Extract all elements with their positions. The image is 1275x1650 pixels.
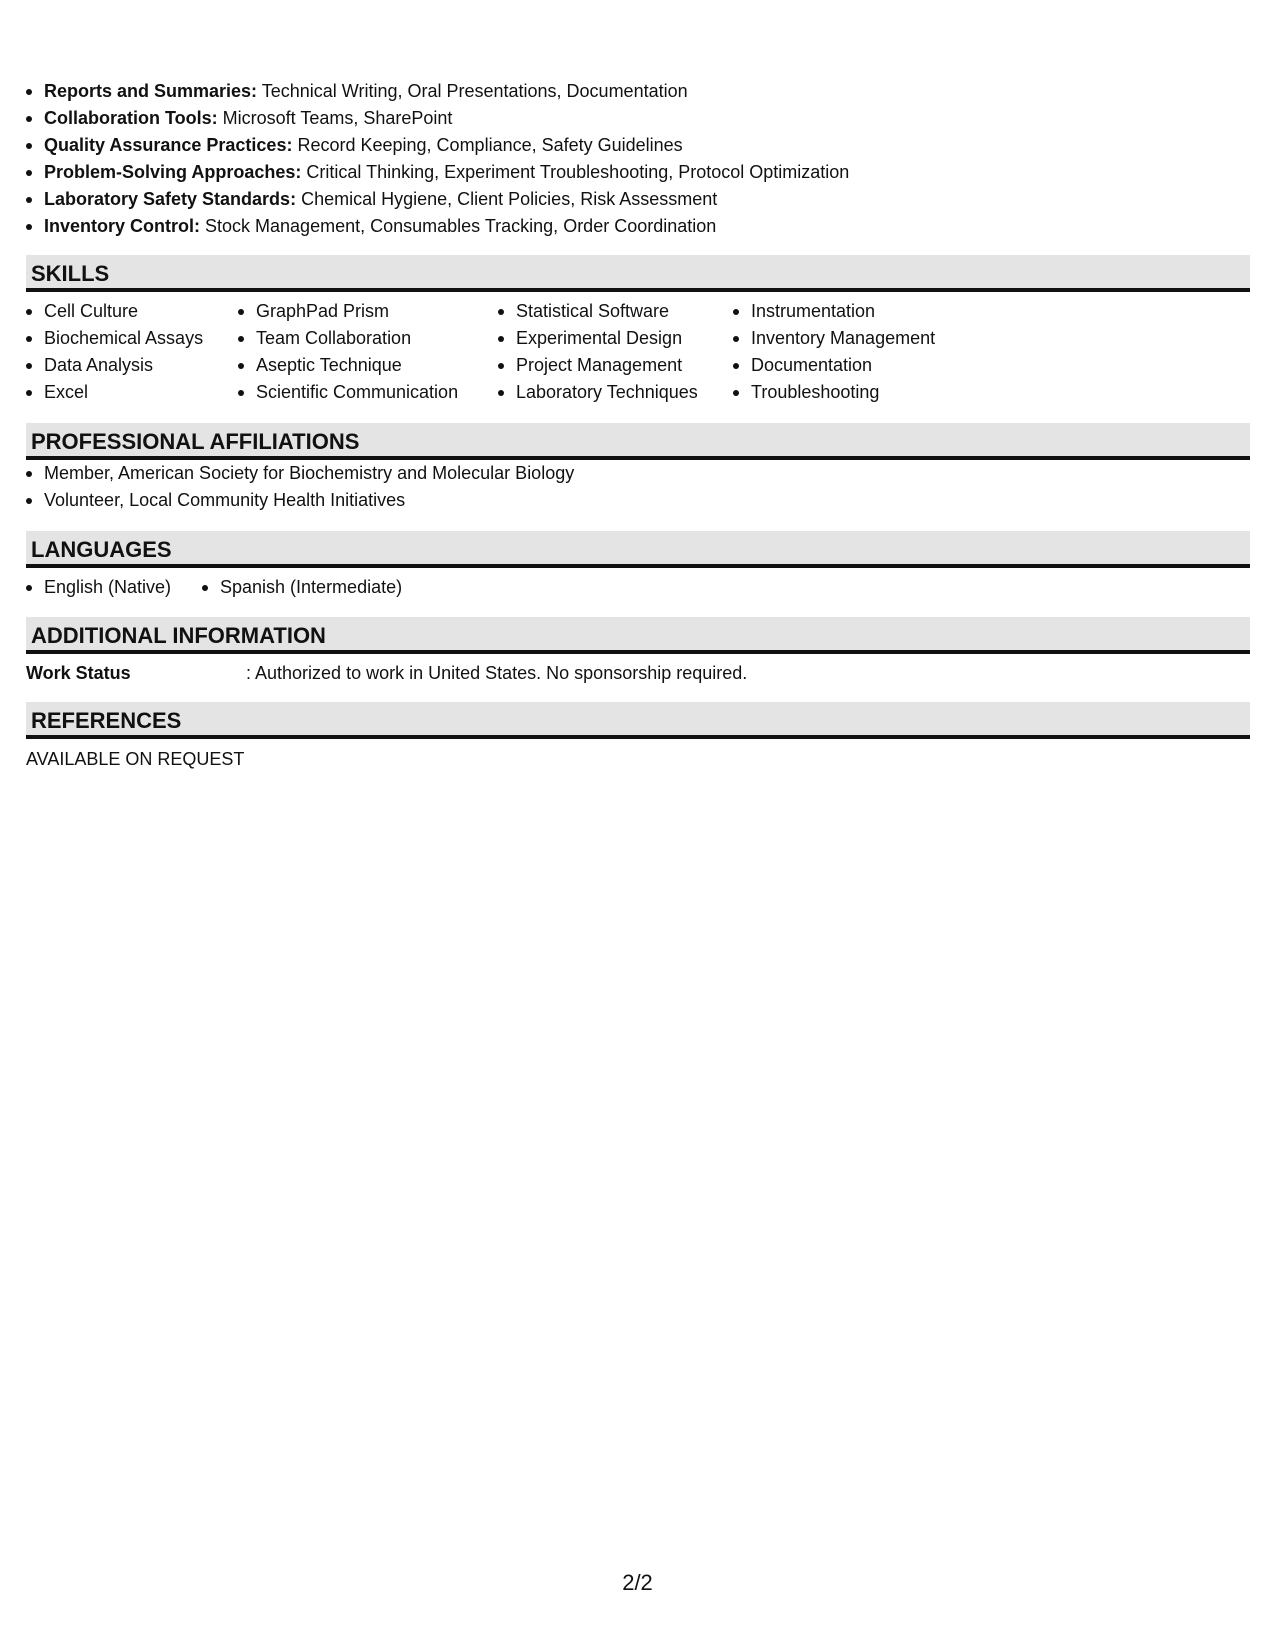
item-text: Technical Writing, Oral Presentations, Documentation [261, 81, 688, 101]
language-item: Spanish (Intermediate) [202, 574, 402, 601]
item-text: Record Keeping, Compliance, Safety Guidelines [297, 135, 683, 155]
references-heading: REFERENCES [26, 702, 1250, 739]
work-status-row [26, 660, 1250, 687]
skill-item: Laboratory Techniques [498, 379, 733, 406]
skills-column [733, 298, 993, 406]
language-item: English (Native) [26, 574, 202, 601]
item-label: Laboratory Safety Standards: [44, 189, 297, 209]
skills-column [498, 298, 733, 406]
skill-item: Cell Culture [26, 298, 238, 325]
list-item [26, 159, 1250, 186]
affiliations-heading: PROFESSIONAL AFFILIATIONS [26, 423, 1250, 460]
references-text: AVAILABLE ON REQUEST [26, 749, 245, 769]
page-number: 2/2 [622, 1570, 653, 1595]
work-status-label: Work Status [26, 663, 131, 683]
work-status-value: : Authorized to work in United States. No sponsorship required. [246, 663, 748, 683]
item-label: Collaboration Tools: [44, 108, 218, 128]
affiliation-item: Volunteer, Local Community Health Initiatives [26, 487, 1250, 514]
language-column [26, 574, 202, 601]
skill-item: Inventory Management [733, 325, 993, 352]
skill-item: Biochemical Assays [26, 325, 238, 352]
languages-heading: LANGUAGES [26, 531, 1250, 568]
skill-item: Documentation [733, 352, 993, 379]
item-text: Stock Management, Consumables Tracking, Order Coordination [205, 216, 717, 236]
competencies-list [26, 78, 1250, 240]
list-item [26, 132, 1250, 159]
affiliation-item: Member, American Society for Biochemistry and Molecular Biology [26, 460, 1250, 487]
item-text: Microsoft Teams, SharePoint [222, 108, 453, 128]
skill-item: Team Collaboration [238, 325, 498, 352]
resume-content [26, 78, 1250, 773]
additional-info-heading: ADDITIONAL INFORMATION [26, 617, 1250, 654]
skills-heading: SKILLS [26, 255, 1250, 292]
skills-column [26, 298, 238, 406]
item-label: Problem-Solving Approaches: [44, 162, 302, 182]
languages-list [26, 574, 1250, 601]
skill-item: Project Management [498, 352, 733, 379]
skills-column [238, 298, 498, 406]
item-text: Chemical Hygiene, Client Policies, Risk Assessment [301, 189, 718, 209]
language-column [202, 574, 402, 601]
skill-item: Instrumentation [733, 298, 993, 325]
list-item [26, 105, 1250, 132]
skill-item: Aseptic Technique [238, 352, 498, 379]
skills-grid [26, 298, 1250, 406]
skill-item: GraphPad Prism [238, 298, 498, 325]
skill-item: Experimental Design [498, 325, 733, 352]
skill-item: Data Analysis [26, 352, 238, 379]
item-label: Reports and Summaries: [44, 81, 258, 101]
skill-item: Statistical Software [498, 298, 733, 325]
item-label: Inventory Control: [44, 216, 200, 236]
skill-item: Excel [26, 379, 238, 406]
skill-item: Scientific Communication [238, 379, 498, 406]
list-item [26, 78, 1250, 105]
item-label: Quality Assurance Practices: [44, 135, 293, 155]
skill-item: Troubleshooting [733, 379, 993, 406]
list-item [26, 186, 1250, 213]
list-item [26, 213, 1250, 240]
item-text: Critical Thinking, Experiment Troubleshooting, Protocol Optimization [306, 162, 850, 182]
affiliations-list [26, 460, 1250, 514]
